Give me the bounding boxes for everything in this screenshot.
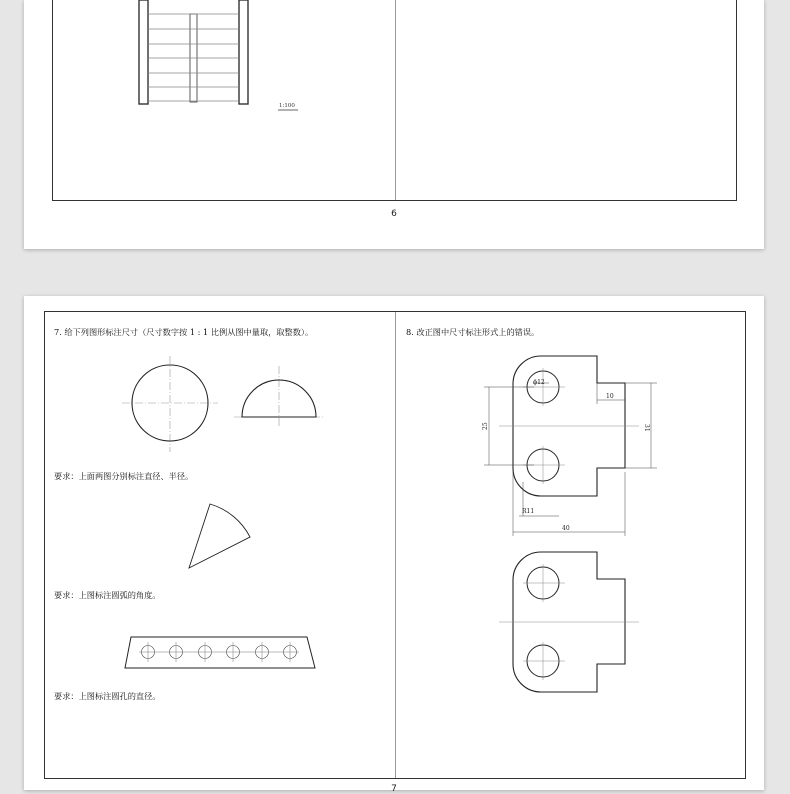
plate-with-holes-figure	[119, 634, 329, 674]
dim-10: 10	[606, 393, 614, 400]
page-number: 6	[391, 209, 397, 219]
part-drawing-blank	[494, 550, 654, 700]
dim-40: 40	[562, 525, 570, 532]
part-drawing-with-dimensions	[479, 354, 679, 544]
circle-and-semicircle-figures	[122, 356, 352, 456]
column-divider	[395, 312, 396, 778]
dim-r11: R11	[522, 508, 535, 515]
staircase-plan-drawing	[124, 0, 324, 120]
question-8-title: 8. 改正图中尺寸标注形式上的错误。	[406, 327, 540, 337]
question-7-title: 7. 给下列图形标注尺寸（尺寸数字按 1 : 1 比例从图中量取，取整数）。	[54, 327, 314, 337]
page-6	[24, 0, 764, 249]
dim-25: 25	[482, 422, 489, 430]
scale-label: 1:100	[279, 103, 295, 109]
dim-31: 31	[643, 424, 650, 432]
page-number: 7	[391, 784, 397, 794]
requirement-2: 要求：上图标注圆弧的角度。	[54, 590, 161, 600]
requirement-1: 要求：上面两图分别标注直径、半径。	[54, 471, 194, 481]
sector-figure	[184, 496, 264, 576]
requirement-3: 要求：上图标注圆孔的直径。	[54, 691, 161, 701]
dim-phi12: ϕ12	[533, 379, 545, 386]
column-divider	[395, 0, 396, 200]
page-7	[24, 296, 764, 794]
